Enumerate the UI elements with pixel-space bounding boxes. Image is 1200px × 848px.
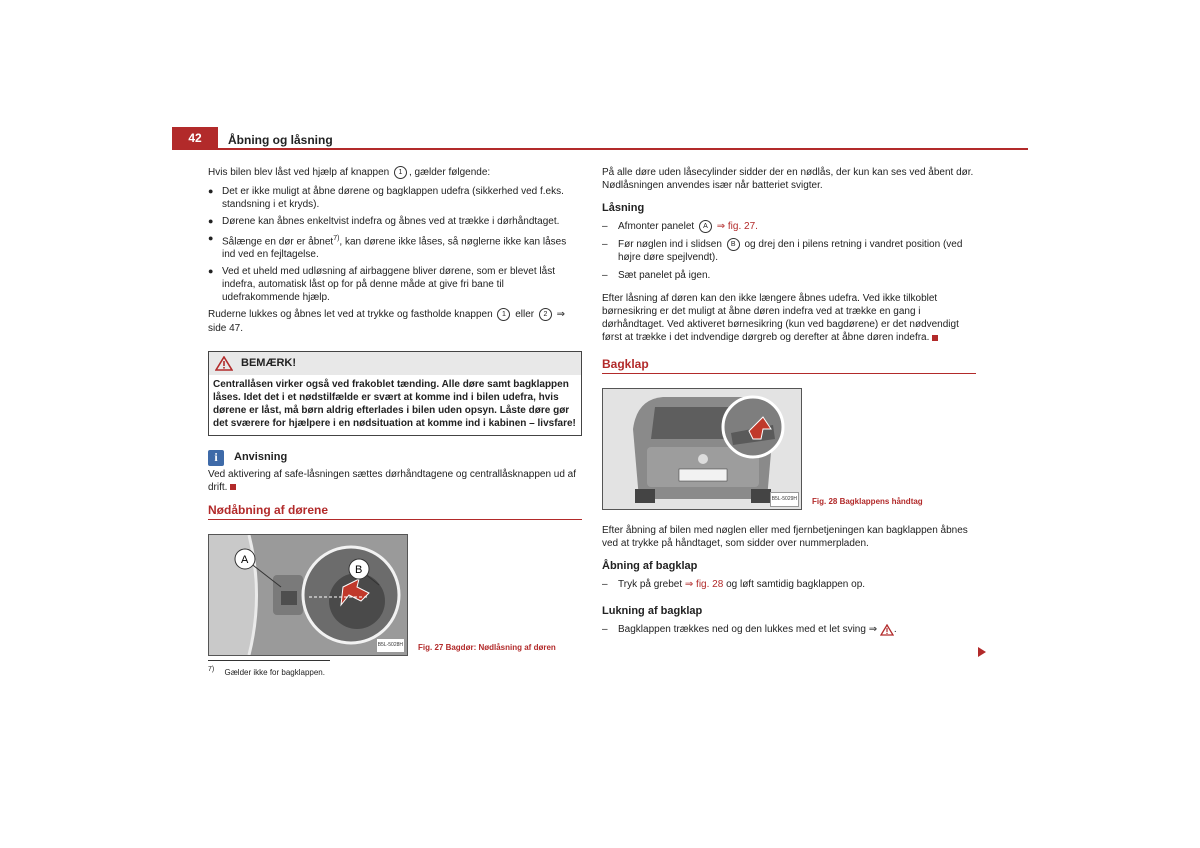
- right-column: [602, 166, 976, 641]
- note-text: Ved aktivering af safe-låsningen sættes dørhåndtagene og centrallåsknappen ud af drift.: [208, 468, 577, 493]
- figure-link[interactable]: ⇒ fig. 27.: [716, 221, 758, 233]
- header-rule: [172, 148, 1028, 150]
- step-item: – Før nøglen ind i slidsen B og drej den i pilens retning i vandret position (ved højre døre spejlvendt).: [602, 239, 963, 264]
- subheading-locking: Låsning: [602, 202, 645, 214]
- marker-b: B: [727, 238, 740, 251]
- warning-box: [208, 351, 582, 436]
- warning-triangle-icon[interactable]: [880, 624, 894, 636]
- after-locking-text: Efter låsning af døren kan den ikke længere åbnes udefra. Ved ikke tilkoblet børnesikring er det muligt at åbne døren indefra ved at trække en gang i dørhåndtaget. Ved aktiveret børnesikring (kun ved bagdørene) er det nødvendigt først at trække i det indvendige dørgreb og derefter at åbne døren indefra.: [602, 293, 959, 344]
- windows-text: Ruderne lukkes og åbnes let ved at trykke og fastholde knappen 1 eller 2 ⇒ side 47.: [208, 309, 566, 334]
- chapter-title: Åbning og låsning: [228, 133, 333, 147]
- end-mark-icon: [230, 484, 236, 490]
- list-item: ● Sålænge en dør er åbnet$^{7)}$, kan dørene ikke låses, så nøglerne ikke kan låses ind ved en fejltagelse.: [208, 233, 567, 261]
- info-icon: i: [208, 450, 224, 466]
- step-item: – Tryk på grebet ⇒ fig. 28 og løft samtidig bagklappen op.: [602, 579, 866, 591]
- tailgate-text: Efter åbning af bilen med nøglen eller med fjernbetjeningen kan bagklappen åbnes ved at trykke på håndtaget, som sidder over nummerpladen.: [602, 525, 968, 550]
- footnote: [208, 666, 325, 677]
- note-title: Anvisning: [234, 451, 288, 464]
- tailgate-illustration: [603, 389, 801, 509]
- list-item: ● Det er ikke muligt at åbne dørene og bagklappen udefra (sikkerhed ved f.eks. standsning i et kryds).: [208, 186, 564, 211]
- figure-code: B5L-5028H: [376, 638, 405, 653]
- list-item: ● Dørene kan åbnes enkeltvist indefra og åbnes ved at trække i dørhåndtaget.: [208, 216, 560, 228]
- door-lock-image[interactable]: [208, 534, 408, 656]
- next-page-arrow-icon[interactable]: [978, 647, 986, 657]
- list-item: ● Ved et uheld med udløsning af airbaggene bliver dørene, som er blevet låst indefra, automatisk låst op for på denne måde at give fri bane til udefrakommende hjælp.: [208, 266, 555, 304]
- footnote-mark: 7): [208, 666, 215, 673]
- figure-28: [602, 388, 976, 510]
- key-1-marker: 1: [394, 166, 407, 179]
- callout-a: A: [241, 553, 249, 566]
- warning-link[interactable]: ⇒: [868, 624, 878, 636]
- figure-caption: Fig. 28 Bagklappens håndtag: [812, 497, 923, 507]
- bullet-icon: ●: [208, 216, 214, 227]
- footnote-rule: [208, 660, 330, 661]
- left-column: [208, 166, 582, 670]
- footnote-text: Gælder ikke for bagklappen.: [224, 667, 325, 677]
- end-mark-icon: [932, 335, 938, 341]
- figure-link[interactable]: ⇒ fig. 28: [684, 579, 724, 591]
- bullet-icon: ●: [208, 233, 214, 244]
- callout-b: B: [355, 563, 363, 576]
- page-link[interactable]: ⇒ side 47.: [208, 309, 566, 334]
- figure-code: B5L-5029H: [770, 492, 799, 507]
- page-number: 42: [172, 127, 218, 149]
- figure-caption: Fig. 27 Bagdør: Nødlåsning af døren: [418, 642, 556, 652]
- bullet-icon: ●: [208, 186, 214, 197]
- bullet-icon: ●: [208, 266, 214, 277]
- right-intro: På alle døre uden låsecylinder sidder der en nødlås, der kun kan ses ved åbent dør. Nødlåsningen anvendes især når batteriet svigter.: [602, 167, 974, 191]
- figure-27: [208, 534, 582, 656]
- subheading-open-tailgate: Åbning af bagklap: [602, 560, 698, 573]
- footnote-ref[interactable]: 7): [333, 235, 340, 243]
- tailgate-image[interactable]: [602, 388, 802, 510]
- section-title-tailgate: Bagklap: [602, 358, 976, 374]
- marker-a: A: [699, 220, 712, 233]
- step-item: – Bagklappen trækkes ned og den lukkes med et let sving ⇒ .: [602, 624, 897, 636]
- warning-triangle-icon: [215, 356, 233, 371]
- left-intro: Hvis bilen blev låst ved hjælp af knappen 1 , gælder følgende:: [208, 167, 491, 179]
- section-title-emergency: Nødåbning af dørene: [208, 504, 582, 520]
- subheading-close-tailgate: Lukning af bagklap: [602, 605, 703, 618]
- warning-text: Centrallåsen virker også ved frakoblet tænding. Alle døre samt bagklappen låses. Idet det i et nødstilfælde er svært at komme ind i bilen udefra, hvis dørene er låst, må børn aldrig efterlades i bilen uden opsyn. Låste døre gør det sværere for hjælpere i en nødsituation at komme ind i kabinen – livsfare!: [213, 378, 576, 429]
- warning-title: BEMÆRK!: [241, 356, 296, 369]
- door-lock-illustration: [209, 535, 407, 655]
- key-2-marker: 2: [539, 308, 552, 321]
- step-item: – Afmonter panelet A ⇒ fig. 27.: [602, 221, 758, 233]
- note-heading: [208, 450, 582, 466]
- step-item: – Sæt panelet på igen.: [602, 270, 711, 282]
- key-1-marker: 1: [497, 308, 510, 321]
